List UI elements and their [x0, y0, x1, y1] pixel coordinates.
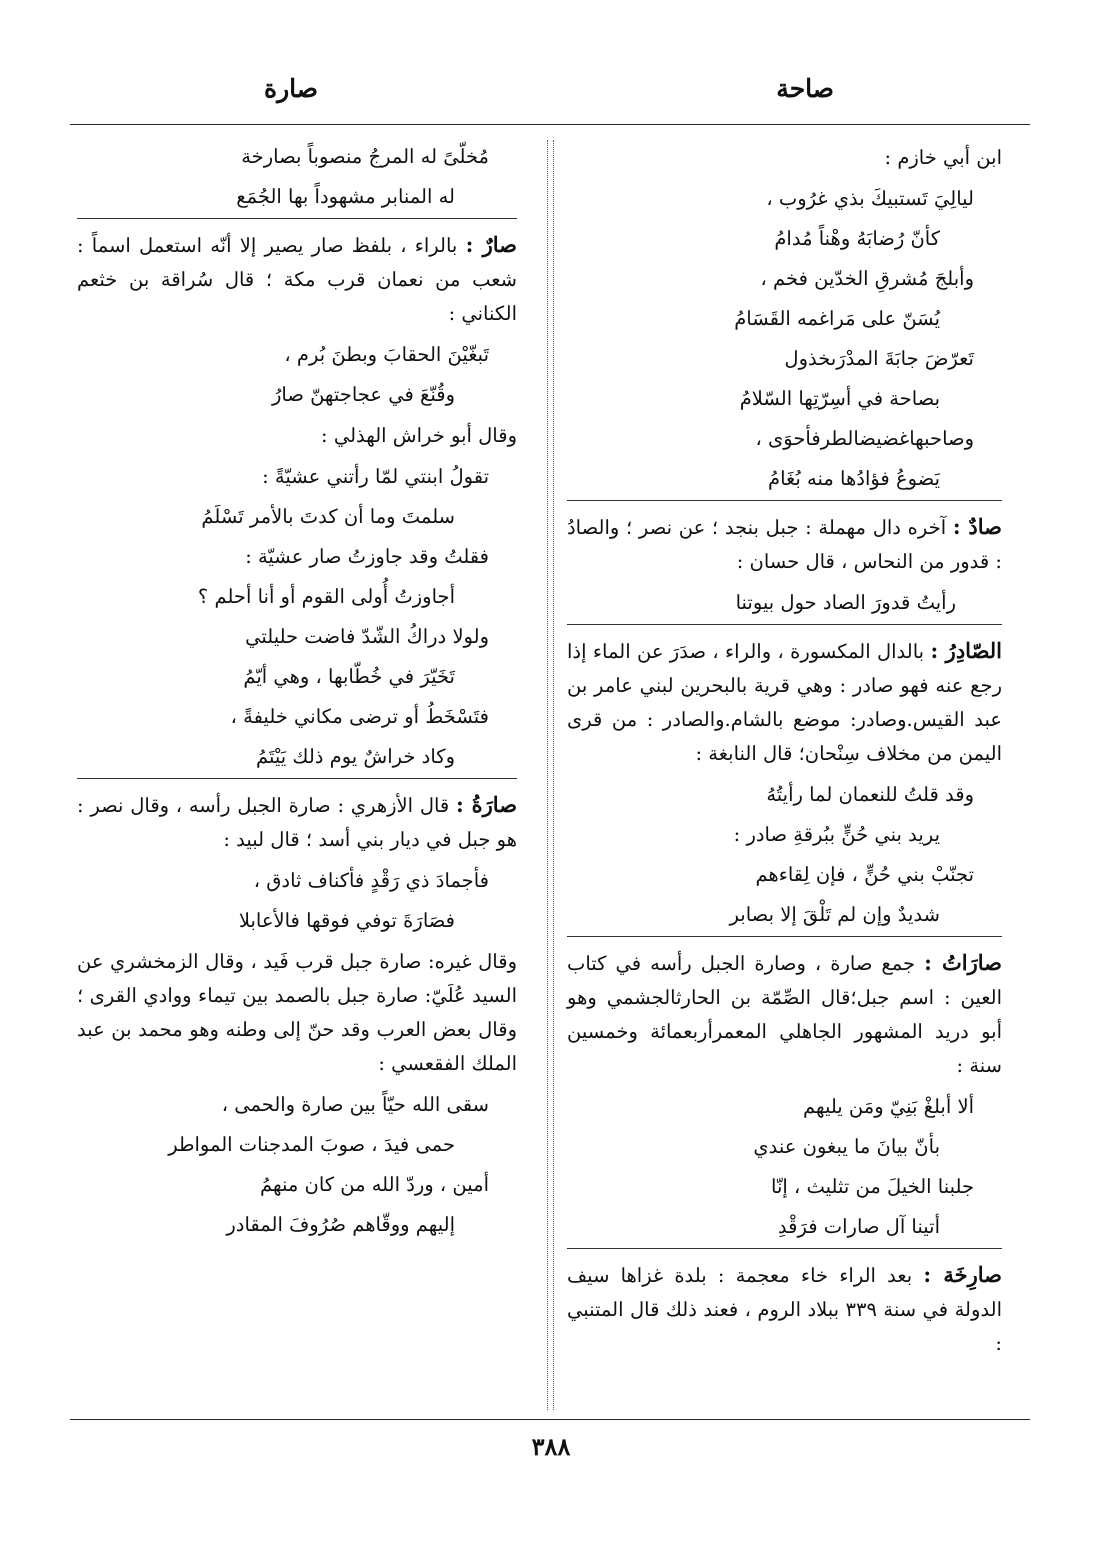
verse-line: جلبنا الخيلَ من تثليث ، إنّا	[771, 1175, 974, 1198]
entry-text	[567, 507, 1002, 584]
entry-line: القرى ؛ وقال بعض العرب وقد حنّ إلى وطنه وهو	[77, 984, 517, 1041]
entry-line: شعب من نعمان قرب مكة ؛ قال سُراقة بن خثعم	[77, 268, 517, 291]
verse-block	[77, 138, 517, 218]
header-rule	[70, 124, 1030, 125]
entry-line: عن السيد عُلَيّ: صارة جبل بالصمد بين تيماء ووادي	[77, 950, 517, 1007]
verse-line: تَبغّيْنَ الحقابَ وبطنَ بُرم ،	[284, 343, 489, 366]
verse-line: كأنّ رُضابَهُ وهْناً مُدامُ	[774, 227, 940, 250]
verse-line: سقى الله حيّاً بين صارة والحمى ،	[221, 1093, 489, 1116]
verse-line: ولولا دراكُ الشّدّ فاضت حليلتي	[245, 625, 489, 648]
entry-text	[77, 785, 517, 862]
headword: الصّادِرُ :	[930, 638, 1003, 663]
verse-line: تَعرّضَ جابَةَ المدْرَىخذول	[784, 347, 974, 370]
verse-line: ألا أبلغْ بَنِيّ ومَن يليهم	[802, 1095, 974, 1118]
verse-line: فتَسْخَطُ أو ترضى مكاني خليفةً ،	[230, 705, 489, 728]
verse-line: له المنابر مشهوداً بها الجُمَع	[236, 185, 455, 208]
entry-line: جمع صارة ، وصارة الجبل رأسه في كتاب	[567, 952, 916, 975]
verse-line: سلمتَ وما أن كدتَ بالأمر تَسْلَمُ	[201, 505, 455, 528]
entry-line: قال الأزهري : صارة الجبل رأسه ، وقال	[130, 794, 450, 817]
verse-line: يَضوعُ فؤادُها منه بُغَامُ	[768, 467, 940, 490]
verse-line: وصاحبهاغضيضالطرفأحوَى ،	[755, 427, 974, 450]
verse-block	[567, 180, 1002, 500]
page-number: ٣٨٨	[531, 1432, 571, 1461]
left-column	[77, 138, 517, 1246]
entry-line: إذا رجع عنه فهو صادر : وهي قرية بالبحرين لبني	[567, 640, 1002, 697]
verse-line: وكاد خراشٌ يوم ذلك يَيْتَمُ	[256, 745, 455, 768]
entry-line: في سنة ٣٣٩ ببلاد الروم ، فعند ذلك قال المتنبي :	[567, 1298, 1002, 1355]
verse-line: شديدٌ وإن لم تَلْقَ إلا بصابر	[729, 903, 940, 926]
entry-text	[77, 225, 517, 336]
verse-line: فقلتُ وقد جاوزتُ صار عشيّة :	[245, 545, 489, 568]
verse-line: وقد قلتُ للنعمان لما رأيتُهُ	[766, 783, 974, 806]
verse-line: بصاحة في أسِرّتِها السّلامُ	[739, 387, 940, 410]
verse-line: أجاوزتُ أُولى القوم أو أنا أحلم ؟	[197, 585, 455, 608]
verse-line: حمى فيدَ ، صوبَ المدجنات المواطر	[168, 1133, 455, 1156]
poet-intro: ابن أبي خازم :	[884, 146, 1002, 169]
running-header-right: صاحة	[776, 74, 834, 103]
entry-text	[567, 1255, 1002, 1366]
verse-line: وقُنّعَ في عجاجتهنّ صارُ	[271, 383, 455, 406]
entry-sad	[567, 500, 1002, 624]
entry-line: آخره دال مهملة : جبل بنجد ؛ عن نصر ؛	[626, 516, 947, 539]
entry-line: أبو دريد المشهور الجاهلي المعمرأربعمائة وخمسين سنة :	[567, 1020, 1002, 1077]
headword: صارَاتُ :	[924, 950, 1003, 975]
entry-line: نصر : هو جبل في ديار بني أسد ؛ قال لبيد :	[77, 794, 517, 851]
column-divider	[547, 140, 554, 1410]
verse-line: أمين ، وردّ الله من كان منهمُ	[260, 1173, 489, 1196]
verse-line: فصَارَةَ توفي فوقها فالأعابلا	[238, 909, 455, 932]
verse-line: إليهم ووقّاهم صُرُوفَ المقادر	[226, 1213, 455, 1236]
verse-line: يُسَنّ على مَراغمه القَسَامُ	[734, 307, 940, 330]
entry-line: العين : اسم جبل؛قال الصِّمّة بن الحارثالجشمي وهو	[567, 986, 1002, 1009]
verse-line: تقولُ ابنتي لمّا رأتني عشيّةً :	[262, 465, 489, 488]
entry-line: محمد بن عبد الملك الفقعسي :	[77, 1018, 517, 1075]
entry-sar	[77, 218, 517, 778]
entry-text	[567, 943, 1002, 1088]
entry-sara	[77, 778, 517, 1246]
poet-intro: وقال أبو خراش الهذلي :	[321, 424, 517, 447]
entry-sarat	[567, 936, 1002, 1248]
verse-line: رأيتُ قدورَ الصاد حول بيوتنا	[735, 591, 956, 614]
entry-line: وقال غيره: صارة جبل قرب فَيد ، وقال الزمخشري	[110, 950, 517, 973]
entry-line: والصادُ : قدور من النحاس ، قال حسان :	[567, 516, 1002, 573]
entry-line: بالدال المكسورة ، والراء ، صدَرَ عن الماء	[592, 640, 925, 663]
entry-line: عامر بن عبد القيس.وصادر: موضع بالشام.والصادر :	[567, 674, 1002, 731]
verse-line: بأنّ بيانَ ما يبغون عندي	[753, 1135, 940, 1158]
entry-sadir	[567, 624, 1002, 936]
verse-line: تَخَيّرَ في خُطّابها ، وهي أيّمُ	[243, 665, 455, 688]
verse-line: يريد بني حُنٍّ ببُرقةِ صادر :	[733, 823, 940, 846]
verse-line: تجنّبْ بني حُنٍّ ، فإن لِقاءهم	[755, 863, 974, 886]
entry-line: بالراء ، بلفظ صار يصير إلا أنّه استعمل اسماً :	[77, 234, 458, 257]
headword: صارَةُ :	[456, 792, 518, 817]
entry-sarikha	[567, 1248, 1002, 1366]
entry-line: الكناني :	[448, 302, 517, 325]
entry-line: من قرى اليمن من مخلاف سِنْحان؛ قال النابغة :	[567, 708, 1002, 765]
verse-line: ليالِيَ تَستبيكَ بذي غرُوب ،	[766, 187, 974, 210]
verse-line: أتينا آل صارات فرَقْدِ	[777, 1215, 940, 1238]
entry-text	[567, 631, 1002, 776]
verse-line: وأبلجَ مُشرقِ الخدّين فخم ،	[760, 267, 974, 290]
entry-line: بعد الراء خاء معجمة : بلدة غزاها سيف الدولة	[567, 1264, 1002, 1321]
entry-text	[77, 942, 517, 1086]
headword: صارٌ :	[465, 232, 517, 257]
headword: صادٌ :	[952, 514, 1002, 539]
running-header-left: صارة	[263, 74, 318, 103]
right-column	[567, 138, 1002, 1366]
verse-line: مُخلّىً له المرجُ منصوباً بصارخة	[241, 145, 489, 168]
footer-rule	[70, 1419, 1030, 1420]
headword: صارِخَة :	[923, 1262, 1002, 1287]
verse-line: فأجمادَ ذي رَقْدٍ فأكناف ثادق ،	[253, 869, 489, 892]
